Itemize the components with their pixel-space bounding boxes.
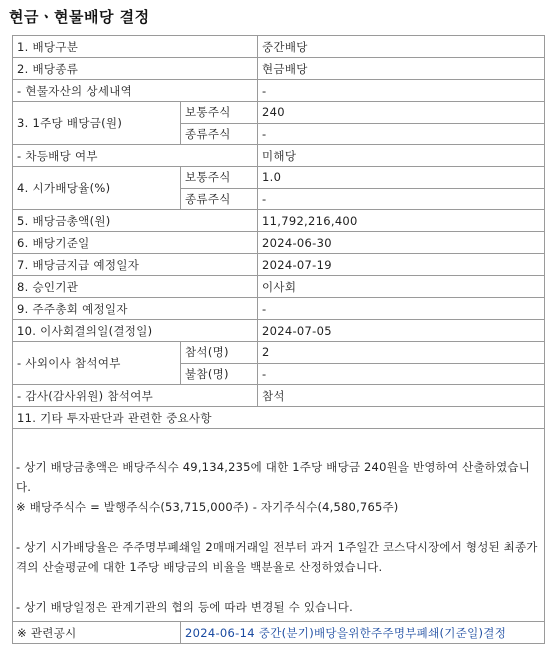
row-label: - 차등배당 여부 [13, 145, 258, 167]
sub-label: 종류주식 [181, 123, 258, 145]
row-label: 8. 승인기관 [13, 276, 258, 298]
table-row [13, 320, 545, 342]
sub-label: 보통주식 [181, 167, 258, 189]
page-title: 현금ㆍ현물배당 결정 [9, 8, 150, 26]
note-paragraph: - 상기 시가배당율은 주주명부폐쇄일 2매매거래일 전부터 과거 1주일간 코스닥시장에서 형성된 최종가격의 산술평균에 대한 1주당 배당금의 비율을 백분율로 산정하였습니다. [16, 540, 538, 574]
table-row [13, 167, 545, 189]
row-value: 중간배당 [258, 36, 545, 58]
row-label: 10. 이사회결의일(결정일) [13, 320, 258, 342]
table-row [13, 342, 545, 364]
row-label: 11. 기타 투자판단과 관련한 중요사항 [13, 407, 545, 429]
row-value: 미해당 [258, 145, 545, 167]
table-row [13, 210, 545, 232]
row-value: - [258, 80, 545, 102]
dividend-table [12, 35, 545, 644]
sub-label: 불참(명) [181, 363, 258, 385]
sub-label: 참석(명) [181, 342, 258, 364]
row-value: 현금배당 [258, 58, 545, 80]
row-value: - [258, 363, 545, 385]
row-value: - [258, 123, 545, 145]
table-row [13, 232, 545, 254]
table-row [13, 385, 545, 407]
row-value: 이사회 [258, 276, 545, 298]
row-label: 9. 주주총회 예정일자 [13, 298, 258, 320]
table-row [13, 36, 545, 58]
table-row [13, 407, 545, 429]
row-label: 5. 배당금총액(원) [13, 210, 258, 232]
table-row [13, 58, 545, 80]
row-label: 6. 배당기준일 [13, 232, 258, 254]
related-label: ※ 관련공시 [13, 622, 181, 644]
row-value: - [258, 188, 545, 210]
note-paragraph: - 상기 배당일정은 관계기관의 협의 등에 따라 변경될 수 있습니다. [16, 600, 353, 614]
table-row [13, 80, 545, 102]
row-label: 1. 배당구분 [13, 36, 258, 58]
table-row [13, 254, 545, 276]
row-value: 2024-07-05 [258, 320, 545, 342]
sub-label: 종류주식 [181, 188, 258, 210]
row-value: 1.0 [258, 167, 545, 189]
sub-label: 보통주식 [181, 102, 258, 124]
table-row [13, 102, 545, 124]
note-paragraph: ※ 배당주식수 = 발행주식수(53,715,000주) - 자기주식수(4,580,765주) [16, 500, 399, 514]
row-value: 참석 [258, 385, 545, 407]
row-label: 4. 시가배당율(%) [13, 167, 181, 210]
row-label: - 사외이사 참석여부 [13, 342, 181, 385]
related-disclosure-link[interactable]: 2024-06-14 중간(분기)배당을위한주주명부폐쇄(기준일)결정 [181, 622, 545, 644]
note-paragraph: - 상기 배당금총액은 배당주식수 49,134,235에 대한 1주당 배당금 240원을 반영하여 산출하였습니다. [16, 460, 531, 494]
row-label: - 감사(감사위원) 참석여부 [13, 385, 258, 407]
row-value: 2 [258, 342, 545, 364]
row-value: 240 [258, 102, 545, 124]
table-row [13, 145, 545, 167]
row-label: - 현물자산의 상세내역 [13, 80, 258, 102]
table-row [13, 298, 545, 320]
row-value: 2024-06-30 [258, 232, 545, 254]
table-row [13, 622, 545, 644]
table-row [13, 276, 545, 298]
row-value: - [258, 298, 545, 320]
notes-cell [13, 429, 545, 622]
row-label: 2. 배당종류 [13, 58, 258, 80]
row-value: 2024-07-19 [258, 254, 545, 276]
row-label: 3. 1주당 배당금(원) [13, 102, 181, 145]
row-label: 7. 배당금지급 예정일자 [13, 254, 258, 276]
table-row [13, 429, 545, 622]
row-value: 11,792,216,400 [258, 210, 545, 232]
